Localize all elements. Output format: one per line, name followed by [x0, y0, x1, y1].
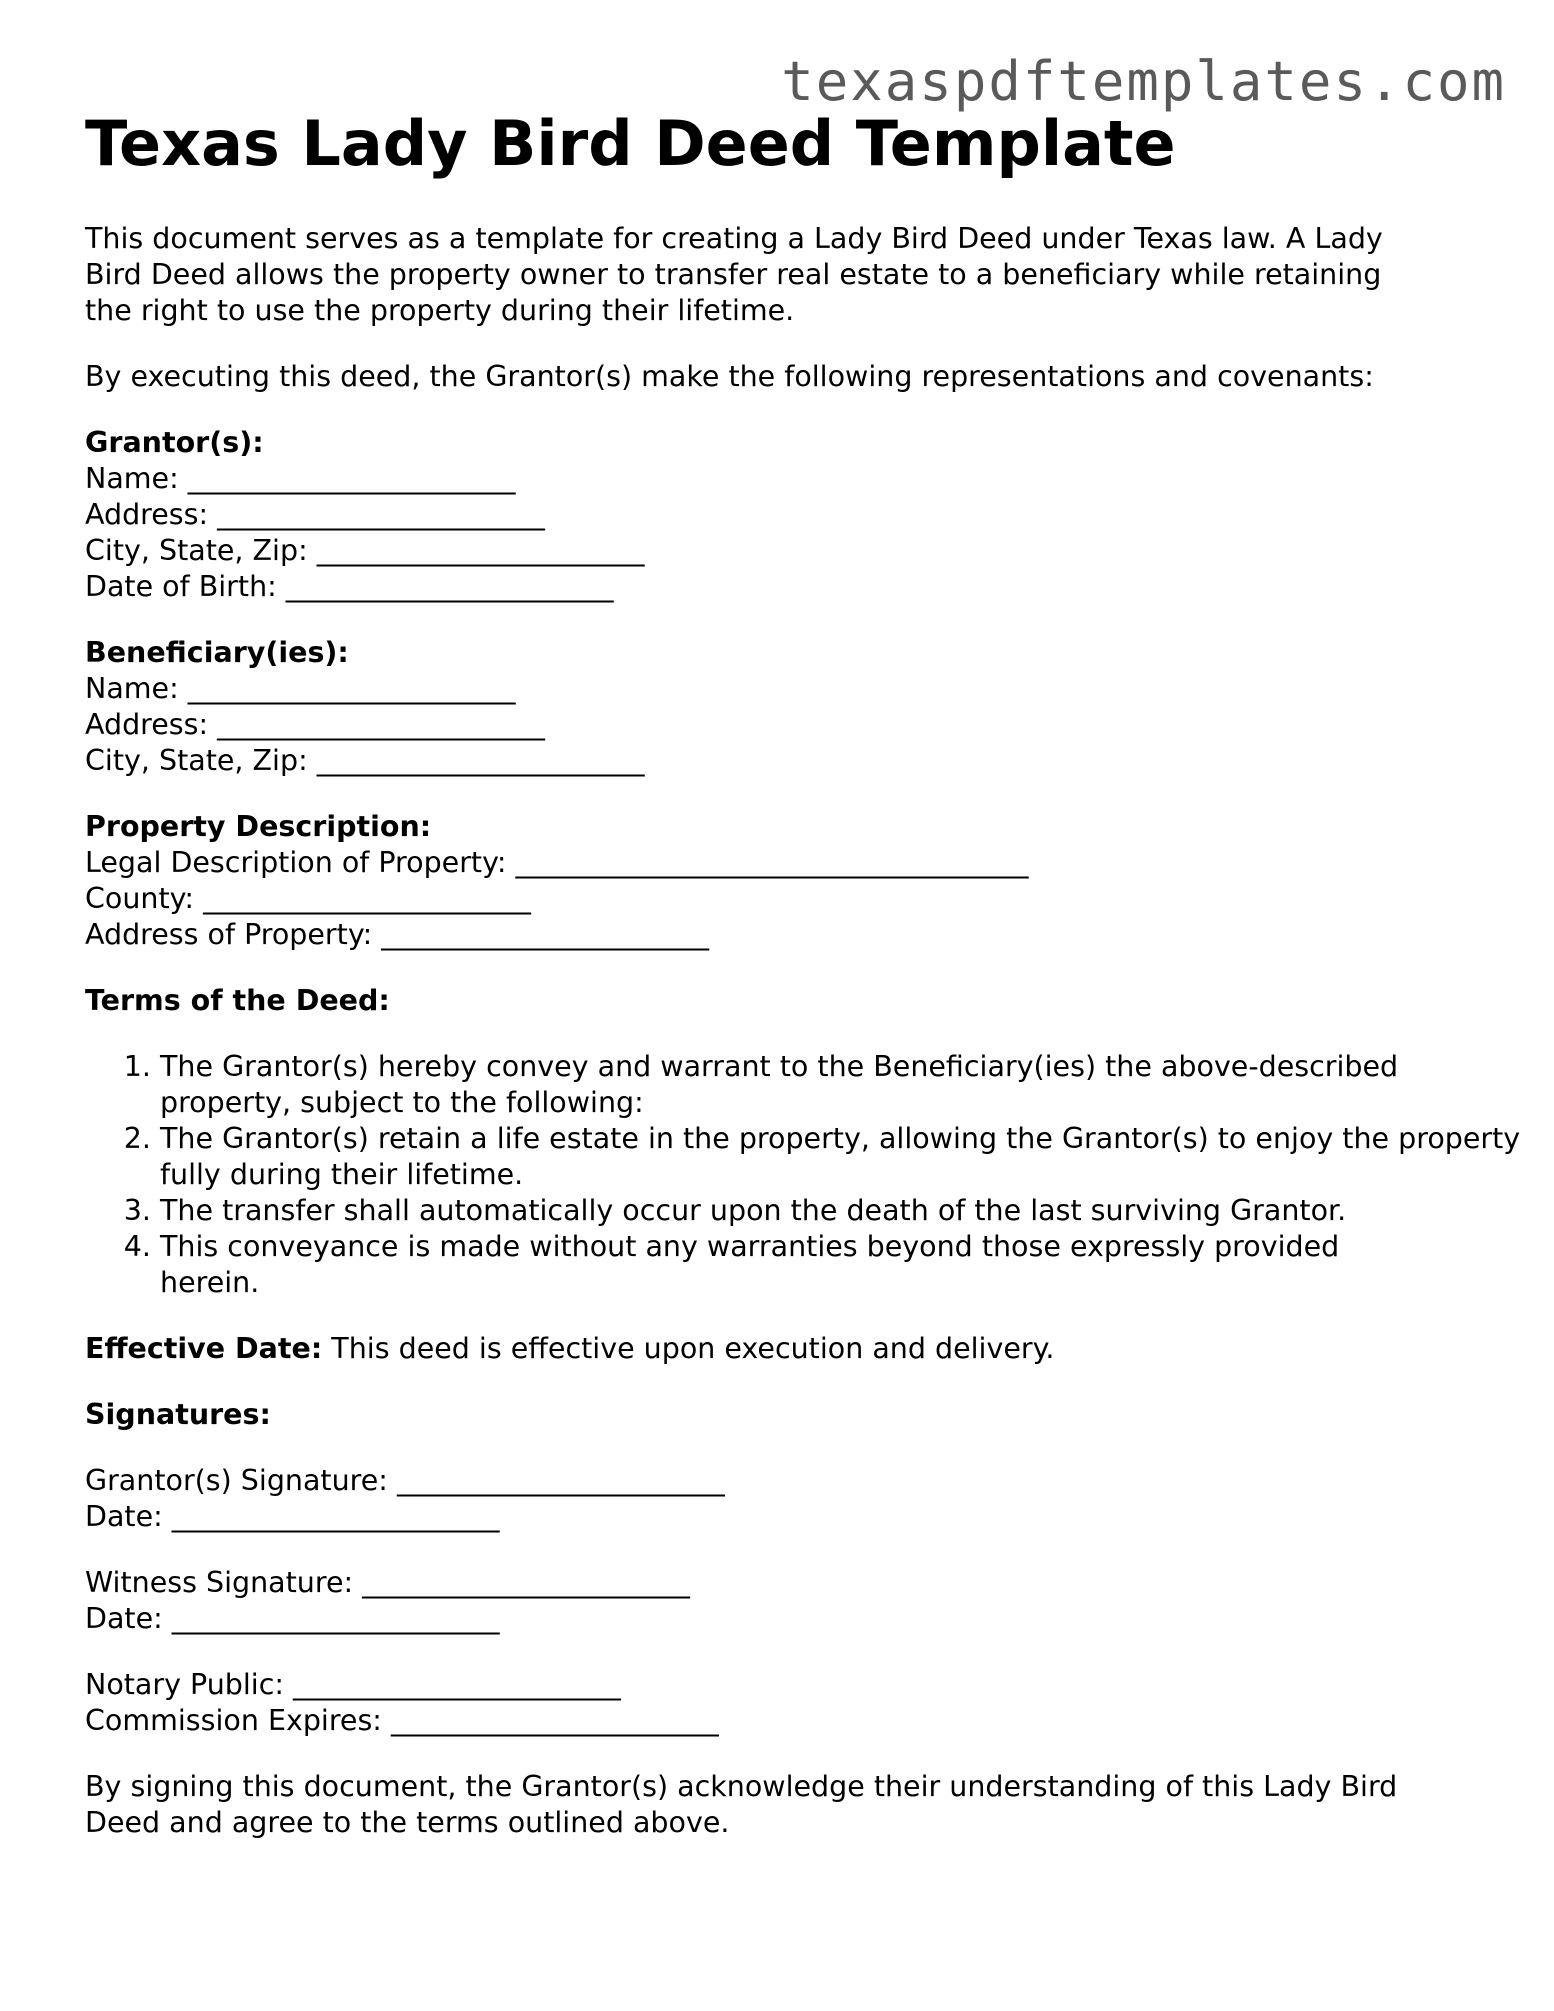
- grantor-date-of-birth-field[interactable]: Date of Birth: _______________________: [85, 570, 614, 603]
- notary-block: [85, 1667, 1485, 1739]
- commission-expires-field[interactable]: Commission Expires: _______________________: [85, 1704, 719, 1737]
- effective-date-paragraph: [85, 1331, 1485, 1367]
- beneficiary-heading: Beneficiary(ies):: [85, 636, 349, 669]
- beneficiary-address-field[interactable]: Address: _______________________: [85, 708, 545, 741]
- property-section: [85, 809, 1485, 953]
- grantor-signature-date-field[interactable]: Date: _______________________: [85, 1500, 500, 1533]
- beneficiary-section: [85, 635, 1485, 779]
- watermark-text: texaspdftemplates.com: [781, 50, 1506, 113]
- property-address-field[interactable]: Address of Property: _______________________: [85, 918, 710, 951]
- witness-signature-field[interactable]: Witness Signature: _______________________: [85, 1566, 690, 1599]
- legal-description-field[interactable]: Legal Description of Property: ____________________________________: [85, 846, 1029, 879]
- document-page: [85, 104, 1521, 1841]
- grantor-name-field[interactable]: Name: _______________________: [85, 462, 516, 495]
- property-heading: Property Description:: [85, 810, 432, 843]
- grantor-signature-field[interactable]: Grantor(s) Signature: _______________________: [85, 1464, 725, 1497]
- list-item: 3. The transfer shall automatically occur upon the death of the last surviving Grantor.: [160, 1193, 1550, 1229]
- terms-heading: Terms of the Deed:: [85, 984, 390, 1017]
- representations-paragraph: By executing this deed, the Grantor(s) make the following representations and covenants:: [85, 360, 1374, 393]
- beneficiary-city-state-zip-field[interactable]: City, State, Zip: _______________________: [85, 744, 645, 777]
- notary-public-field[interactable]: Notary Public: _______________________: [85, 1668, 621, 1701]
- intro-paragraph: This document serves as a template for creating a Lady Bird Deed under Texas law. A Lady Bird Deed allows the property owner to transfer real estate to a beneficiary while retaining the right to use the property during their lifetime.: [85, 222, 1383, 327]
- county-field[interactable]: County: _______________________: [85, 882, 531, 915]
- beneficiary-name-field[interactable]: Name: _______________________: [85, 672, 516, 705]
- signatures-heading: Signatures:: [85, 1398, 271, 1431]
- grantor-address-field[interactable]: Address: _______________________: [85, 498, 545, 531]
- effective-date-label: Effective Date:: [85, 1332, 323, 1365]
- witness-signature-date-field[interactable]: Date: _______________________: [85, 1602, 500, 1635]
- document-title: Texas Lady Bird Deed Template: [85, 107, 1176, 180]
- effective-date-text: This deed is effective upon execution and delivery.: [322, 1332, 1055, 1365]
- witness-signature-block: [85, 1565, 1485, 1637]
- list-item: 1. The Grantor(s) hereby convey and warrant to the Beneficiary(ies) the above-described property, subject to the following:: [160, 1049, 1410, 1121]
- grantor-section: [85, 425, 1485, 605]
- closing-paragraph: By signing this document, the Grantor(s) acknowledge their understanding of this Lady Bird Deed and agree to the terms outlined above.: [85, 1770, 1398, 1839]
- grantor-city-state-zip-field[interactable]: City, State, Zip: _______________________: [85, 534, 645, 567]
- terms-list: [85, 1049, 1550, 1301]
- list-item: 4. This conveyance is made without any warranties beyond those expressly provided herein.: [160, 1229, 1410, 1301]
- grantor-heading: Grantor(s):: [85, 426, 264, 459]
- list-item: 2. The Grantor(s) retain a life estate in the property, allowing the Grantor(s) to enjoy the property fully during their lifetime.: [160, 1121, 1550, 1193]
- grantor-signature-block: [85, 1463, 1485, 1535]
